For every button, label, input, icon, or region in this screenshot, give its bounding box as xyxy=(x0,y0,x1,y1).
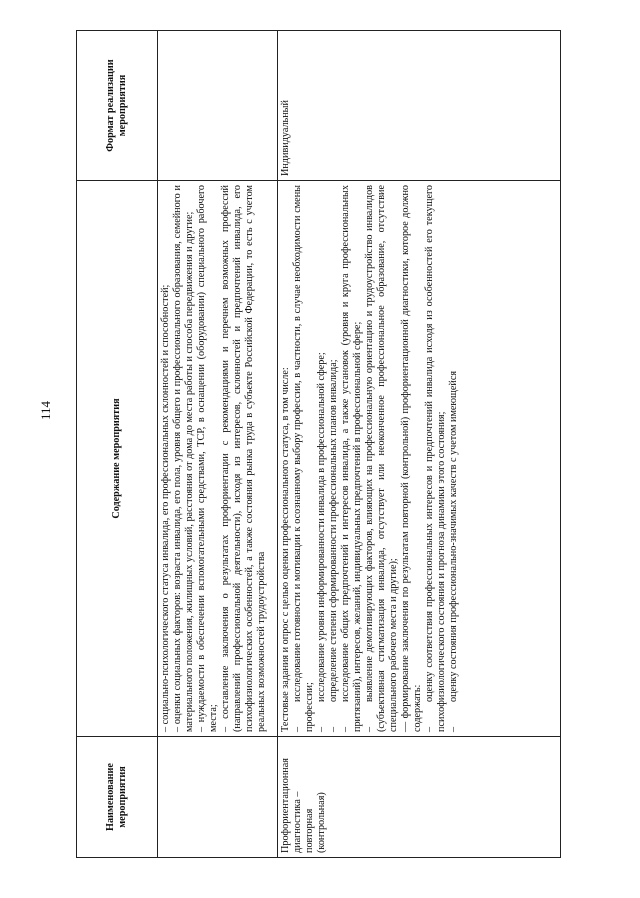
list-item: –исследование уровня информированности инвалида в профессиональной сфере; xyxy=(316,352,327,732)
activity-name-line: (контрольная) xyxy=(316,792,327,853)
list-item: –оценку состояния профессионально-значимых качеств с учетом имеющейся xyxy=(448,370,459,732)
conclusion-text: –– формирование заключения по результатам повторной (контрольной) профориентационной диагностики, которое должно содержать: xyxy=(400,185,423,732)
header-activity-name: Наименование мероприятия xyxy=(77,737,158,858)
row1-content-cell xyxy=(158,181,278,737)
table-row xyxy=(158,31,278,858)
row2-format-cell: Индивидуальный xyxy=(278,31,561,181)
list-item: – социально-психологического статуса инвалида, его профессиональных склонностей и способностей; xyxy=(160,284,171,732)
row2-name-cell xyxy=(278,737,561,858)
activity-name-line: диагностика – xyxy=(292,791,303,853)
rotated-page-content xyxy=(76,31,561,858)
row1-format-cell xyxy=(158,31,278,181)
row1-name-cell xyxy=(158,737,278,858)
dash-marker: – xyxy=(364,726,375,732)
page-number: 114 xyxy=(38,400,53,420)
dash-marker: – xyxy=(424,726,435,732)
table-header-row xyxy=(77,31,158,858)
list-item: –выявление демотивирующих факторов, влияющих на профессиональную ориентацию и трудоустройство инвалидов (субъективная стигматизация инвалида, отсутствует или неоконченное профессиональное образование, отсутствие специального рабочего места и другие); xyxy=(364,185,399,732)
header-activity-content: Содержание мероприятия xyxy=(77,181,158,737)
list-item: – оценки социальных факторов: возраста инвалида, его пола, уровня общего и профессионального образования, семейного и материального положения, жилищных условий, расстояния от дома до места работы и способа передвижения и другие; xyxy=(172,185,195,732)
list-item: – составление заключения о результатах профориентации с рекомендациями и перечнем возможных профессий (направлений профессиональной деятельности), исходя из интересов, склонностей и предпочтений инвалида, его психофизиологических особенностей, а также состояния рынка труда в субъекте Российской Федерации, то есть с учетом реальных возможностей трудоустройства xyxy=(220,185,267,732)
dash-marker: – xyxy=(316,726,327,732)
intro-text: Тестовые задания и опрос с целью оценки профессионального статуса, в том числе: xyxy=(280,367,291,732)
list-item: –исследование готовности и мотивации к осознанному выбору профессии, в частности, в случае необходимости смены профессии; xyxy=(292,185,315,732)
list-item: – нуждаемости в обеспечении вспомогательными средствами, ТСР, в оснащении (оборудовании) специального рабочего места; xyxy=(196,185,219,732)
table-row xyxy=(278,31,561,858)
list-item: –исследование общих предпочтений и интересов инвалида, а также установок (уровня и круга профессиональных притязаний), интересов, желаний, индивидуальных предпочтений в профессиональной сфере; xyxy=(340,185,363,732)
header-activity-format: Формат реализации мероприятия xyxy=(77,31,158,181)
row2-content-cell xyxy=(278,181,561,737)
activities-table xyxy=(76,30,561,858)
activity-name-line: Профориентационная xyxy=(280,758,291,853)
activity-name-line: повторная xyxy=(304,808,315,853)
dash-marker: – xyxy=(328,726,339,732)
list-item: –определение степени сформированности профессиональных планов инвалида; xyxy=(328,359,339,732)
list-item: –оценку соответствия профессиональных интересов и предпочтений инвалида исходя из особенностей его текущего психофизиологического состояния и прогноза динамики этого состояния; xyxy=(424,185,447,732)
dash-marker: – xyxy=(448,726,459,732)
dash-marker: – xyxy=(292,726,303,732)
dash-marker: – xyxy=(340,726,351,732)
